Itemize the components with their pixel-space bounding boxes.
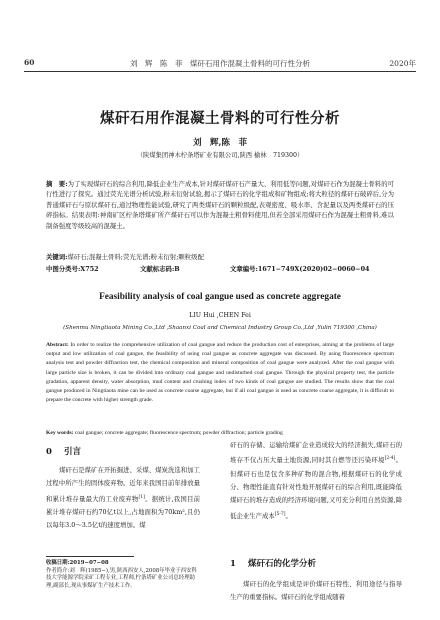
running-title: 刘 辉 陈 菲 煤矸石用作混凝土骨料的可行性分析 [130,59,310,68]
right-text-b: 。但煤矸石也是包含多种矿物的混合物,根据煤矸石的化学成分、物理性能直有针对性地开展煤矸石的综合利用,既能降低煤矸石的堆存造成的经济环境问题,又可充分利用自然资源,降低企业生产成本 [230,456,403,520]
authors-cn: 刘 辉,陈 菲 [193,138,247,148]
keywords-cn [46,252,394,261]
page-number: 60 [24,58,35,67]
right-text: 矸石的存储、运输给煤矿企业造成较大的经济损失,煤矸石的堆存不仅占压大量土地资源,同时其自燃等还污染环境 [230,441,402,465]
abstract-en [46,341,394,405]
section-0-title: 引言 [64,447,82,457]
keywords-en [46,430,394,436]
right-text-end: 。 [285,511,292,520]
running-header [24,58,416,72]
keywords-en-text: coal gangue; concrete aggregate; fluorescence spectrum; powder diffraction; particle grading [74,430,283,436]
document-code: 文献标志码:B [140,265,180,273]
received-date: 收稿日期:2019−07−08 [46,560,109,566]
article-number: 文章编号:1671−749X(2020)02−0060−04 [230,265,370,273]
footnote [46,560,200,590]
section-1-heading [230,557,316,569]
header-year: 2020年 [389,59,416,68]
abstract-cn-text: 为了实现煤矸石的综合利用,降低企业生产成本,针对煤矸煤矸石产量大、利用低等问题,对煤矸石作为混凝土骨料的可行性进行了探究。通过荧光光谱分析试验,粉末衍射试验,揭示了煤矸石的化学组成和矿物组成;将大粒径的煤矸石破碎后,分为普通煤矸石与原状煤矸石,通过物理性能试验,研究了两类煤矸石的颗粒级配,表观密度、吸水率、含泥量以及两类煤矸石的压碎指标。结果表明:神南矿区柠条塔煤矿所产煤矸石可以作为混凝土粗骨料使用,但若全部采用煤矸石作为混凝土粗骨料,难以制备强度等级较高的混凝土。 [46,180,394,230]
paper-title-cn: 煤矸石用作混凝土骨料的可行性分析 [100,110,340,127]
abstract-cn-label: 摘 要: [46,180,68,188]
citation-5-7: [5-7] [274,511,286,517]
citation-1: [1] [138,494,145,500]
section-1-number: 1 [230,559,236,569]
intro-text-b: 。据统计,我国目前累计堆存煤矸石约70亿t以上,占地面积为70km²,且仍以每年3.0～3.5亿t的速度增加。煤 [46,494,201,530]
affiliation-cn: （陕煤集团神木柠条塔矿业有限公司,陕西 榆林 719300） [136,152,304,159]
keywords-cn-label: 关键词: [46,253,68,261]
intro-paragraph [46,464,200,533]
abstract-cn [46,179,394,231]
section-0-number: 0 [46,447,52,457]
footnote-rule [46,556,134,557]
authors-en: LIU Hui ,CHEN Fei [189,312,251,319]
keywords-cn-text: 煤矸石;混凝土骨料;荧光光谱;粉末衍射;颗粒级配 [67,253,204,261]
intro-text: 煤矸石是煤矿在开拓掘进、采煤、煤炭洗选和加工过程中所产生的固体废弃物。近年来我国目前年排放量和累计堆存量最大的工业废弃物 [46,466,200,503]
section-1-paragraph: 煤矸石的化学组成是评价煤矸石特性、利用途径与指导生产的重要指标。煤矸石的化学组成随着 [230,580,402,602]
right-column-paragraph [230,439,402,523]
abstract-en-text: In order to realize the comprehensive utilization of coal gangue and reduce the production cost of enterprises, aiming at the problems of large output and low utilization of coal gangue, the feasibility of using coal gangue as concrete aggregate was discussed. By using fluorescence spectrum analysis test and powder diffraction test, the chemical composition and mineral composition of coal gangue were analyzed. After the coal gangue with large particle size is broken, it can be divided into ordinary coal gangue and undisturbed coal gangue. Through the physical property test, the particle gradation, apparent density, water absorption, mud content and crushing index of two kinds of coal gangue are studied. The results show that the coal gangue produced in Ningtiaota mine can be used as concrete coarse aggregate, but if all coal gangue is used as concrete coarse aggregate, it is difficult to prepare the concrete with higher strength grade. [46,342,394,404]
paper-title-en: Feasibility analysis of coal gangue used as concrete aggregate [99,292,341,302]
section-1-title: 煤矸石的化学分析 [248,559,317,569]
clc-number: 中图分类号:X752 [46,265,99,273]
header-rule [24,71,416,72]
citation-2-4: [2-4] [384,456,396,462]
keywords-en-label: Key words: [46,430,74,436]
author-bio: 作者简介:刘 辉(1985−),男,陕西西安人,2008年毕业于西安科技大学能源学院采矿工程专业,工程师,柠条塔矿业公司总经理助理,副部长,现从事煤矿生产技术工作。 [46,567,197,589]
affiliation-en: (Shenmu Ningtiaota Mining Co.,Ltd ,Shaanxi Coal and Chemical Industry Group Co.,Ltd ,Yulin 719300 ,China) [63,325,377,331]
section-0-heading [46,445,81,457]
abstract-en-label: Abstract: [46,342,69,348]
